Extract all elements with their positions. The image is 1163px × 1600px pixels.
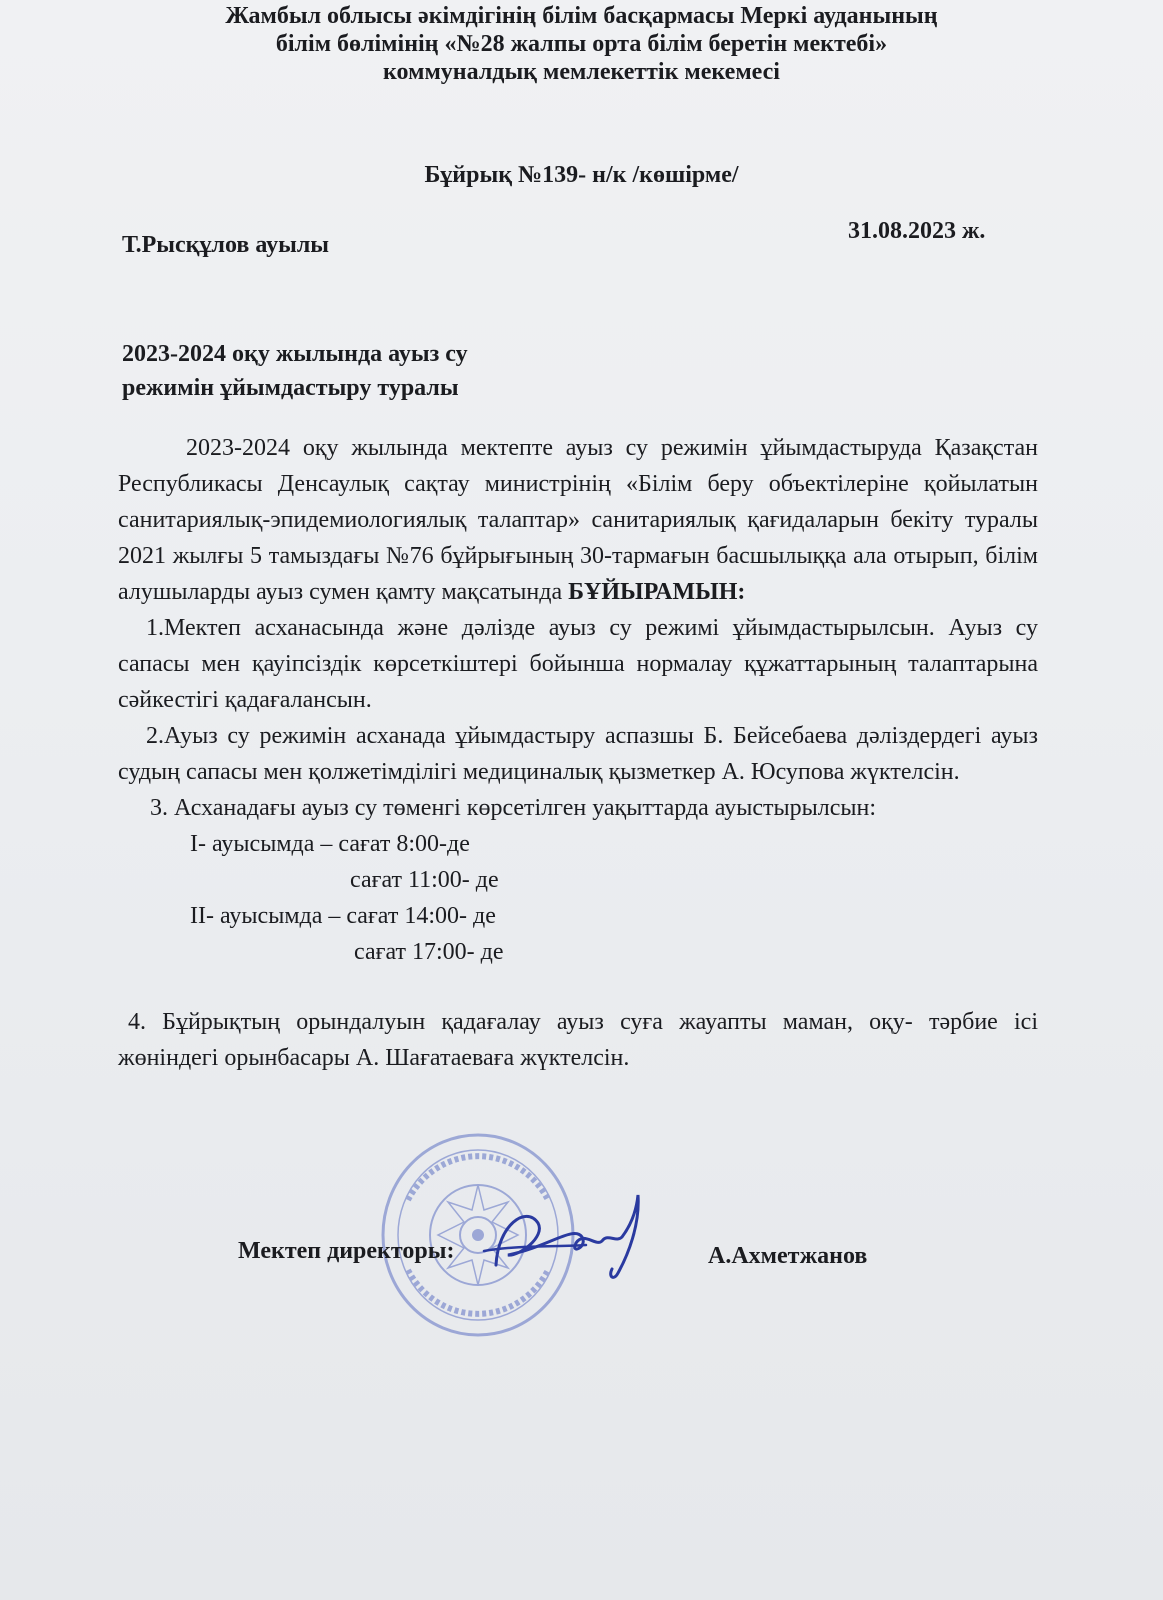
director-label: Мектеп директоры: [238, 1238, 455, 1264]
order-subject [122, 337, 468, 405]
schedule-row-3: ІІ- ауысымда – сағат 14:00- де [190, 903, 496, 929]
subject-line-1: 2023-2024 оқу жылында ауыз су [122, 341, 468, 367]
schedule-row-1: І- ауысымда – сағат 8:00-де [190, 831, 470, 857]
schedule [118, 826, 1038, 970]
header-line-1: Жамбыл облысы әкімдігінің білім басқармасы Меркі ауданының [225, 3, 938, 29]
order-place: Т.Рысқұлов ауылы [122, 232, 330, 258]
handwritten-signature [478, 1185, 668, 1305]
header-line-3: коммуналдық мемлекеттік мекемесі [383, 59, 780, 85]
header-line-2: білім бөлімінің «№28 жалпы орта білім беретін мектебі» [275, 31, 888, 57]
command-word: БҰЙЫРАМЫН: [568, 579, 746, 605]
order-date: 31.08.2023 ж. [848, 218, 986, 244]
item-3: 3. Асханадағы ауыз су төменгі көрсетілген уақыттарда ауыстырылсын: [150, 795, 877, 821]
schedule-row-2: сағат 11:00- де [350, 867, 499, 893]
order-title: Бұйрық №139- н/к /көшірме/ [424, 162, 739, 188]
intro-paragraph [118, 430, 1038, 610]
subject-line-2: режимін ұйымдастыру туралы [122, 375, 459, 401]
order-body [118, 430, 1038, 1076]
intro-text: 2023-2024 оқу жылында мектепте ауыз су режимін ұйымдастыруда Қазақстан Республикасы Денсаулық сақтау министрінің «Білім беру объектілеріне қойылатын санитариялық-эпидемиологиялық талаптар» санитариялық қағидаларын бекіту туралы 2021 жылғы 5 тамыздағы №76 бұйрығының 30-тармағын басшылыққа ала отырып, білім алушыларды ауыз сумен қамту мақсатында [118, 435, 1038, 605]
item-2: 2.Ауыз су режимін асханада ұйымдастыру аспазшы Б. Бейсебаева дәліздердегі ауыз судың сапасы мен қолжетімділігі медициналық қызметкер А. Юсупова жүктелсін. [118, 723, 1038, 785]
schedule-row-4: сағат 17:00- де [354, 939, 504, 965]
document-header [0, 2, 1163, 86]
item-4: 4. Бұйрықтың орындалуын қадағалау ауыз суға жауапты маман, оқу- тәрбие ісі жөніндегі орынбасары А. Шағатаеваға жүктелсін. [118, 1009, 1038, 1071]
director-name: А.Ахметжанов [708, 1243, 868, 1269]
item-1: 1.Мектеп асханасында және дәлізде ауыз су режимі ұйымдастырылсын. Ауыз су сапасы мен қауіпсіздік көрсеткіштері бойынша нормалау құжаттарының талаптарына сәйкестігі қадағалансын. [118, 615, 1038, 713]
